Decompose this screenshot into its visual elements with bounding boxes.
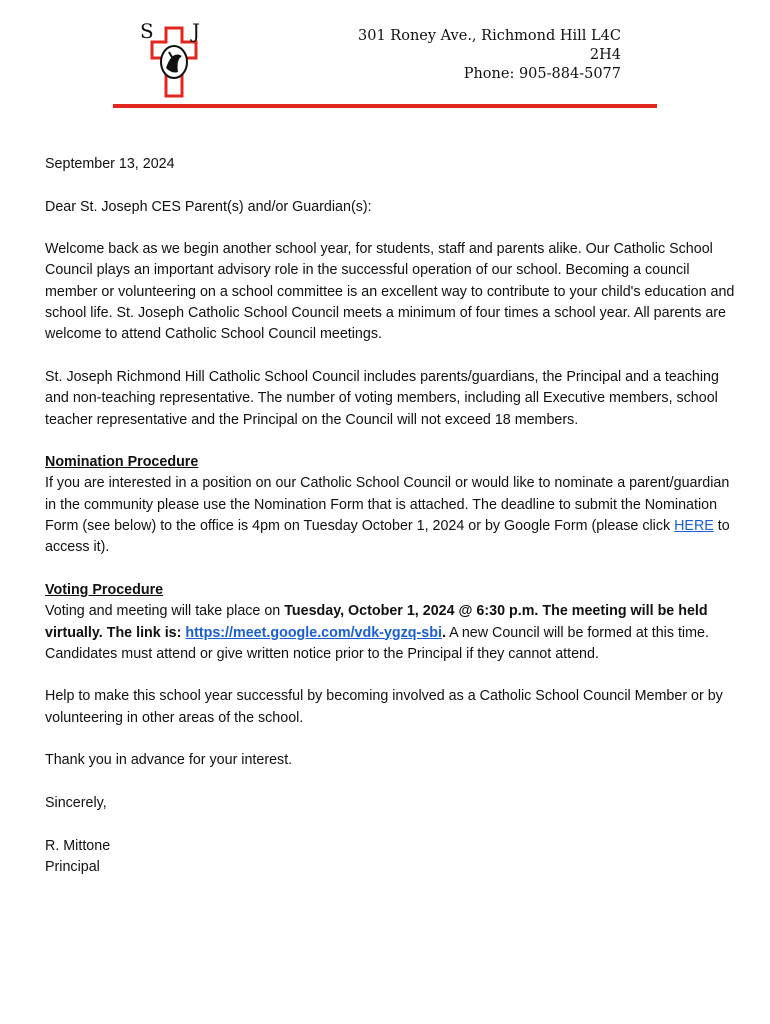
nomination-text: If you are interested in a position on our Catholic School Council or would like to nominate a parent/guardian in the community please use the Nomination Form that is attached. The deadline to submit the Nomination Form (see below) to the office is 4pm on Tuesday October 1, 2024 or by Google Form (please click [45,475,730,535]
nomination-heading: Nomination Procedure [45,454,199,471]
nomination-text-end: to access it). [45,518,730,556]
signer-name: R. Mittone [45,837,111,854]
voting-period: . [441,624,446,641]
school-crest-logo [136,22,240,100]
help-paragraph: Help to make this school year successful by becoming involved as a Catholic School Council Member or by volunteering in other areas of the school. [45,688,723,726]
voting-meeting-details: Tuesday, October 1, 2024 @ 6:30 p.m. The meeting will be held virtually. The link is: [45,603,708,641]
school-address-block [330,27,621,84]
voting-text-end: A new Council will be formed at this time. Candidates must attend or give written notice prior to the Principal if they cannot attend. [45,624,709,662]
meeting-link[interactable]: https://meet.google.com/vdk-ygzq-sbi [185,624,442,641]
school-address: 301 Roney Ave., Richmond Hill L4C 2H4 [358,28,621,63]
svg-text:S: S [140,22,154,43]
svg-text:J: J [192,22,201,43]
letter-body [45,154,735,899]
signer-title: Principal [45,858,100,875]
voting-text: Voting and meeting will take place on [45,603,285,620]
letter-date: September 13, 2024 [45,156,175,172]
school-phone: Phone: 905-884-5077 [463,66,621,82]
letterhead-divider [113,104,657,108]
welcome-paragraph: Welcome back as we begin another school year, for students, staff and parents alike. Our Catholic School Council plays an important advisory role in the successful operation of our school. Becoming a council member or volunteering on a school committee is an excellent way to contribute to your child's education and school life. St. Joseph Catholic School Council meets a minimum of four times a school year. All parents are welcome to attend Catholic School Council meetings. [45,241,735,343]
voting-heading: Voting Procedure [45,581,164,598]
letter-salutation: Dear St. Joseph CES Parent(s) and/or Guardian(s): [45,198,372,215]
letterhead [0,0,770,112]
nomination-form-link[interactable]: HERE [674,518,714,535]
nomination-section [45,452,735,558]
crest-cross-icon [136,22,240,100]
signature-block [45,836,735,879]
closing-line: Sincerely, [45,794,107,811]
thanks-line: Thank you in advance for your interest. [45,752,293,769]
voting-section [45,580,735,665]
council-paragraph: St. Joseph Richmond Hill Catholic School Council includes parents/guardians, the Principal and a teaching and non-teaching representative. The number of voting members, including all Executive members, school teacher representative and the Principal on the Council will not exceed 18 members. [45,368,719,428]
